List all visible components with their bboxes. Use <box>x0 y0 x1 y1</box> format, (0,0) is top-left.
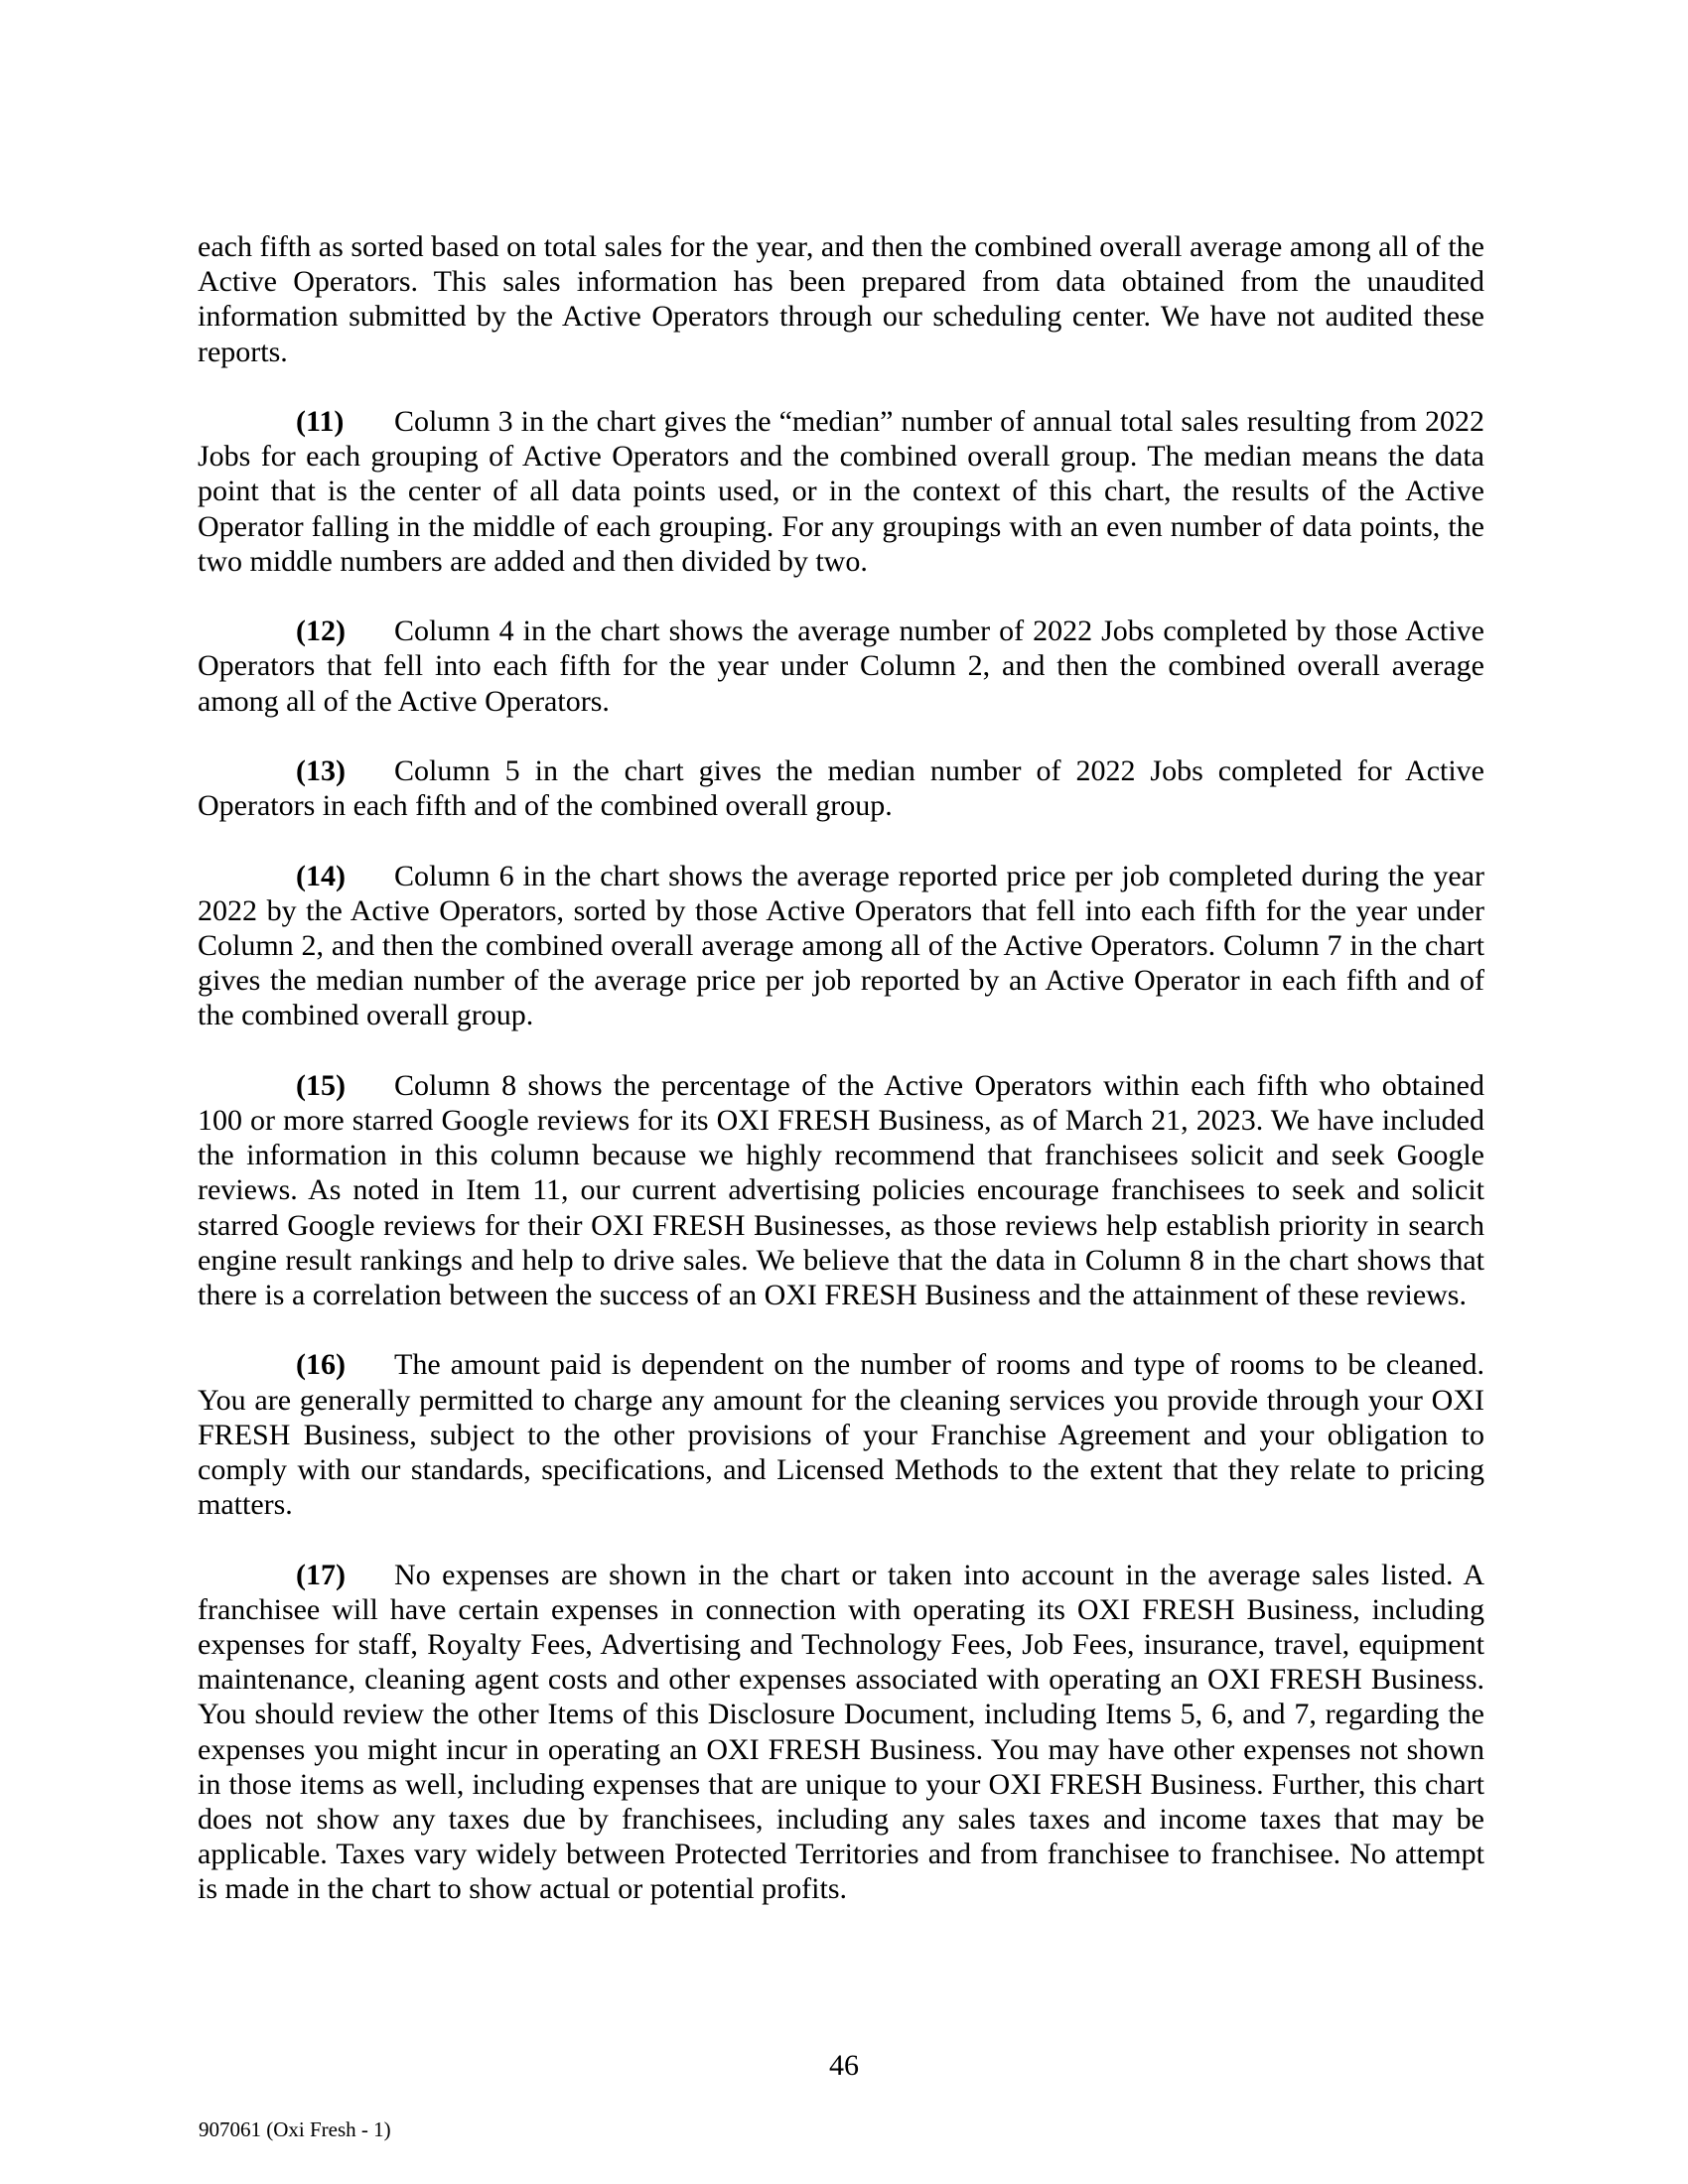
paragraph-text: Column 4 in the chart shows the average number of 2022 Jobs completed by those Active Operators that fell into each fifth for the year under Column 2, and then the combined overall average among all of the Active Operators. <box>198 614 1484 718</box>
paragraph-text: No expenses are shown in the chart or taken into account in the average sales listed. A franchisee will have certain expenses in connection with operating its OXI FRESH Business, including expenses for staff, Royalty Fees, Advertising and Technology Fees, Job Fees, insurance, travel, equipment maintenance, cleaning agent costs and other expenses associated with operating an OXI FRESH Business. You should review the other Items of this Disclosure Document, including Items 5, 6, and 7, regarding the expenses you might incur in operating an OXI FRESH Business. You may have other expenses not shown in those items as well, including expenses that are unique to your OXI FRESH Business. Further, this chart does not show any taxes due by franchisees, including any sales taxes and income taxes that may be applicable. Taxes vary widely between Protected Territories and from franchisee to franchisee. No attempt is made in the chart to show actual or potential profits. <box>198 1558 1484 1906</box>
paragraph-13 <box>198 753 1484 823</box>
paragraph-number: (13) <box>296 754 346 787</box>
footer-document-code: 907061 (Oxi Fresh - 1) <box>199 2117 391 2141</box>
paragraph-17 <box>198 1558 1484 1907</box>
page-number: 46 <box>829 2049 859 2082</box>
paragraph-12 <box>198 614 1484 719</box>
intro-paragraph: each fifth as sorted based on total sales for the year, and then the combined overall average among all of the Active Operators. This sales information has been prepared from data obtained from the unaudited information submitted by the Active Operators through our scheduling center. We have not audited these reports. <box>198 230 1484 368</box>
page-body <box>198 229 1484 1942</box>
paragraph-text: Column 5 in the chart gives the median number of 2022 Jobs completed for Active Operators in each fifth and of the combined overall group. <box>198 754 1484 823</box>
paragraph-15 <box>198 1068 1484 1312</box>
paragraph-text: Column 8 shows the percentage of the Active Operators within each fifth who obtained 100 or more starred Google reviews for its OXI FRESH Business, as of March 21, 2023. We have included the information in this column because we highly recommend that franchisees solicit and seek Google reviews. As noted in Item 11, our current advertising policies encourage franchisees to seek and solicit starred Google reviews for their OXI FRESH Businesses, as those reviews help establish priority in search engine result rankings and help to drive sales. We believe that the data in Column 8 in the chart shows that there is a correlation between the success of an OXI FRESH Business and the attainment of these reviews. <box>198 1068 1484 1312</box>
paragraph-text: Column 3 in the chart gives the “median” number of annual total sales resulting from 2022 Jobs for each grouping of Active Operators and the combined overall group. The median means the data point that is the center of all data points used, or in the context of this chart, the results of the Active Operator falling in the middle of each grouping. For any groupings with an even number of data points, the two middle numbers are added and then divided by two. <box>198 405 1484 578</box>
paragraph-text: Column 6 in the chart shows the average reported price per job completed during the year 2022 by the Active Operators, sorted by those Active Operators that fell into each fifth for the year under Column 2, and then the combined overall average among all of the Active Operators. Column 7 in the chart gives the median number of the average price per job reported by an Active Operator in each fifth and of the combined overall group. <box>198 859 1484 1032</box>
paragraph-text: The amount paid is dependent on the number of rooms and type of rooms to be cleaned. You are generally permitted to charge any amount for the cleaning services you provide through your OXI FRESH Business, subject to the other provisions of your Franchise Agreement and your obligation to comply with our standards, specifications, and Licensed Methods to the extent that they relate to pricing matters. <box>198 1348 1484 1522</box>
paragraph-number: (11) <box>296 405 345 438</box>
paragraph-16 <box>198 1347 1484 1522</box>
paragraph-number: (14) <box>296 859 346 892</box>
paragraph-number: (15) <box>296 1068 346 1102</box>
paragraph-11 <box>198 404 1484 579</box>
paragraph-number: (17) <box>296 1558 346 1591</box>
paragraph-number: (16) <box>296 1348 346 1382</box>
paragraph-14 <box>198 859 1484 1033</box>
paragraph-number: (12) <box>296 614 346 648</box>
